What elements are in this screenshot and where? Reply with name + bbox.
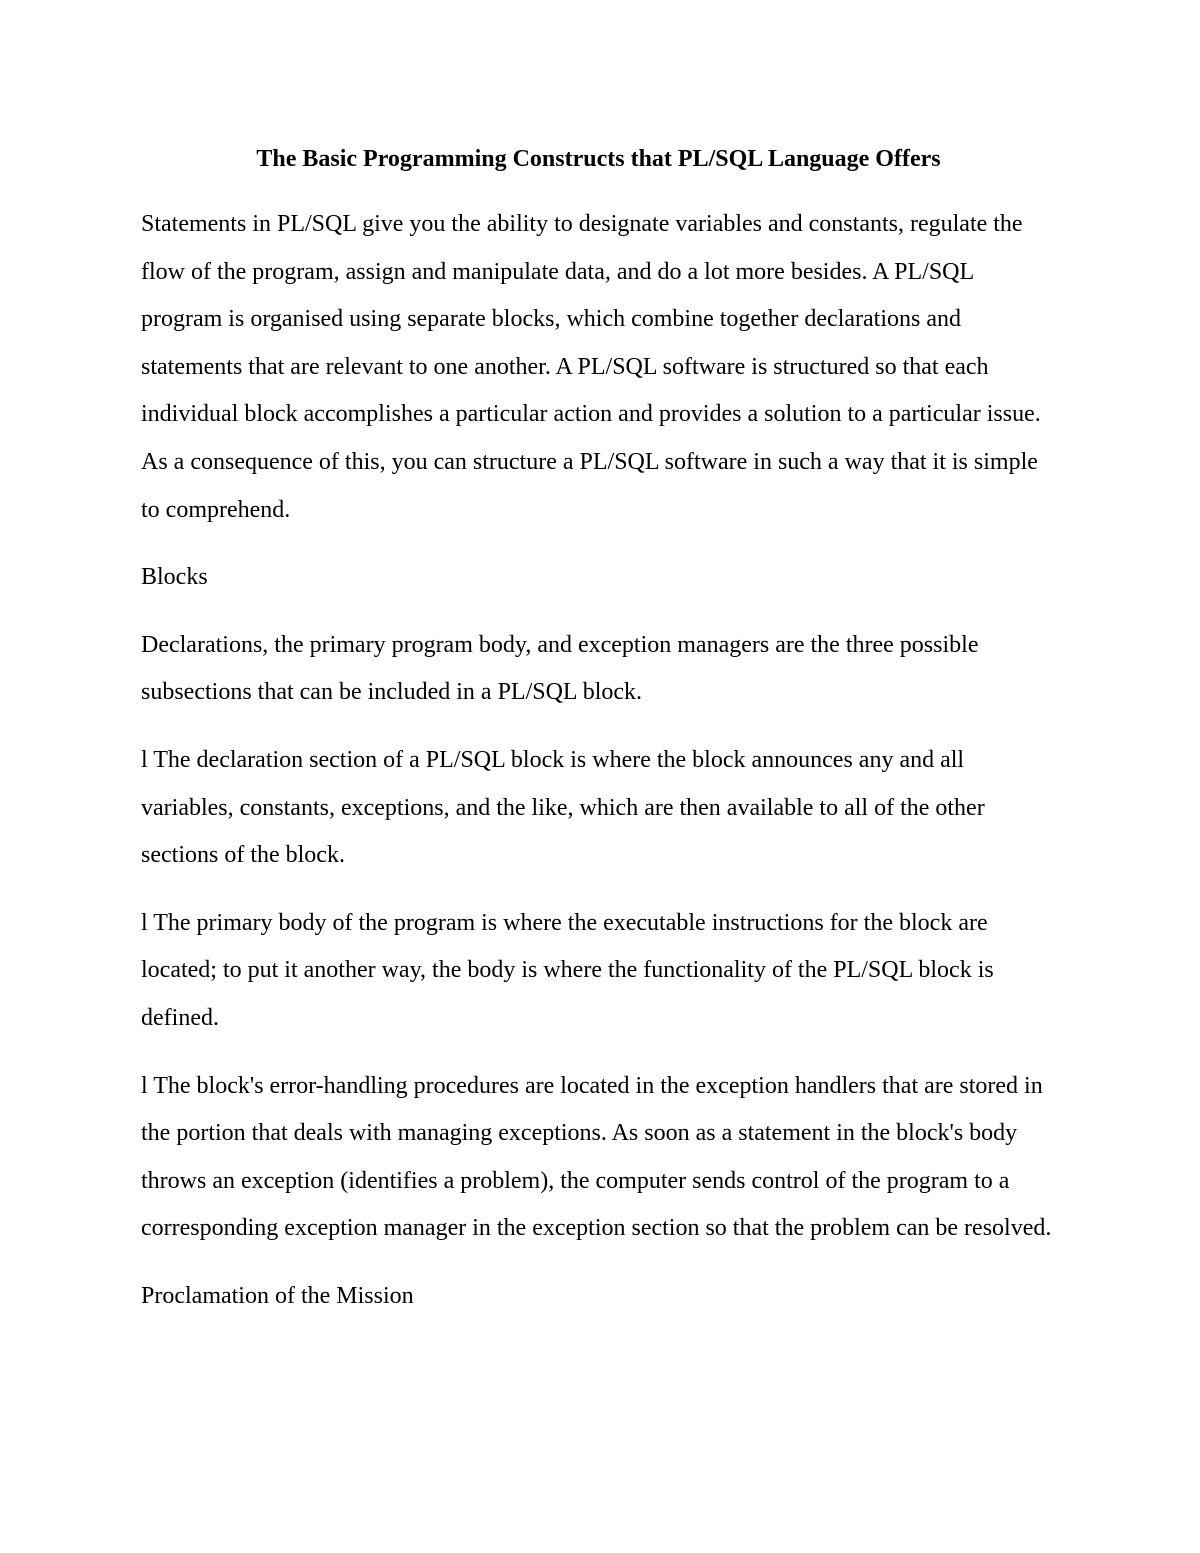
declaration-section-paragraph: l The declaration section of a PL/SQL block is where the block announces any and all variables, constants, exceptions, and the like, which are then available to all of the other sections of the block. xyxy=(141,746,985,869)
blocks-heading: Blocks xyxy=(141,564,208,591)
blocks-description-paragraph: Declarations, the primary program body, and exception managers are the three possible subsections that can be included in a PL/SQL block. xyxy=(141,631,979,706)
document-title: The Basic Programming Constructs that PL/SQL Language Offers xyxy=(256,146,941,172)
document-content xyxy=(141,137,1056,1320)
exception-handlers-paragraph: l The block's error-handling procedures are located in the exception handlers that are stored in the portion that deals with managing exceptions. As soon as a statement in the block's body throws an exception (identifies a problem), the computer sends control of the program to a corresponding exception manager in the exception section so that the problem can be resolved. xyxy=(141,1072,1052,1242)
mission-heading: Proclamation of the Mission xyxy=(141,1282,414,1309)
program-body-paragraph: l The primary body of the program is where the executable instructions for the block are located; to put it another way, the body is where the functionality of the PL/SQL block is defined. xyxy=(141,909,994,1031)
intro-paragraph: Statements in PL/SQL give you the ability to designate variables and constants, regulate the flow of the program, assign and manipulate data, and do a lot more besides. A PL/SQL program is organised using separate blocks, which combine together declarations and statements that are relevant to one another. A PL/SQL software is structured so that each individual block accomplishes a particular action and provides a solution to a particular issue. As a consequence of this, you can structure a PL/SQL software in such a way that it is simple to comprehend. xyxy=(141,211,1041,523)
